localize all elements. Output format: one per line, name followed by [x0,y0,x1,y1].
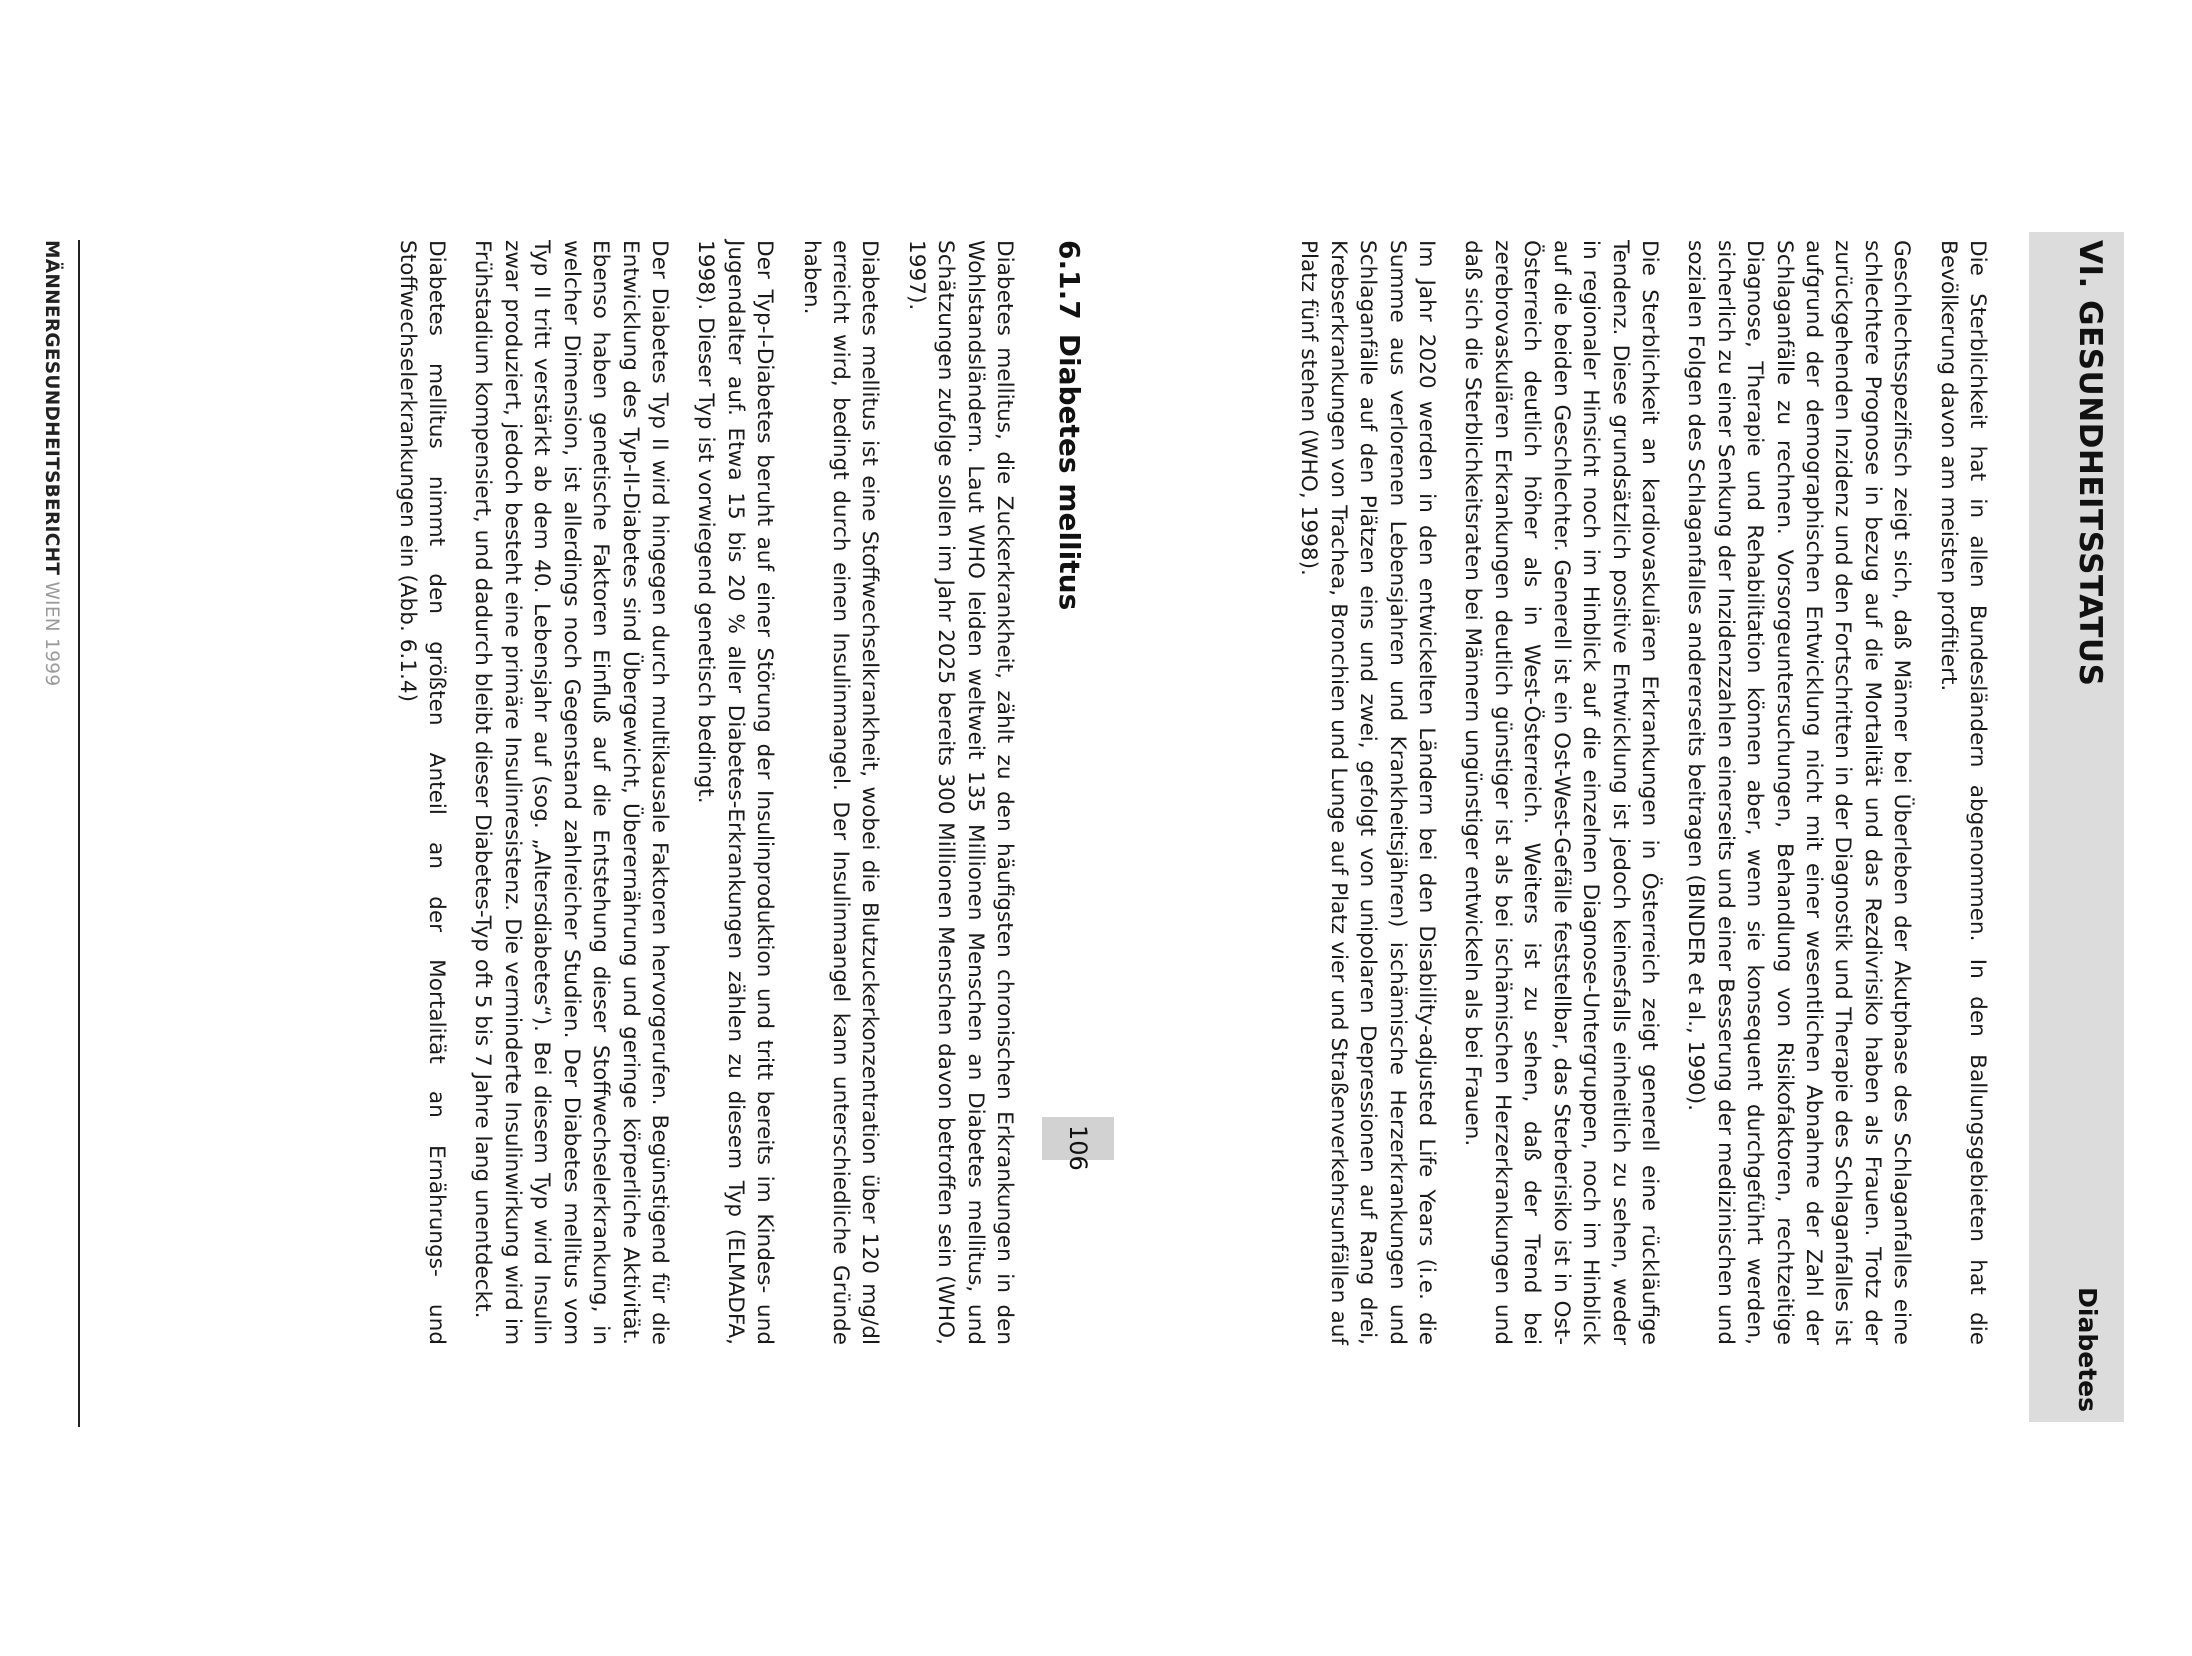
paragraph: Die Sterblichkeit hat in allen Bundesländern abgenommen. In den Ballungsgebieten hat die Bevölkerung davon am meisten profitiert. [1935,240,1990,1345]
section-heading [1053,240,1086,610]
top-text-block [1277,240,1992,1345]
section-text-block [375,240,1019,1345]
chapter-title: VI. GESUNDHEITSSTATUS [2072,240,2108,687]
paragraph: Diabetes mellitus nimmt den größten Anteil an der Mortalität an Ernährungs- und Stoffwechselerkrankungen ein (Abb. 6.1.4) [394,240,450,1345]
paragraph: Diabetes mellitus ist eine Stoffwechselkrankheit, wobei die Blutzuckerkonzentration über 120 mg/dl erreicht wird, bedingt durch einen Insulinmangel. Der Insulinmangel kann unterschiedliche Gründe haben. [798,240,883,1345]
section-number: 6.1.7 [1053,240,1086,320]
footer-report-name: MÄNNERGESUNDHEITSBERICHT [41,240,62,576]
section-title: Diabetes mellitus [1053,333,1086,611]
footer [41,240,62,686]
paragraph: Der Typ-I-Diabetes beruht auf einer Störung der Insulinproduktion und tritt bereits im Kindes- und Jugendalter auf. Etwa 15 bis 20 % aller Diabetes-Erkrankungen zählen zu diesem Typ (ELMADFA, 1998). Dieser Typ ist vorwiegend genetisch bedingt. [693,240,778,1345]
header-topic: Diabetes [2073,1287,2102,1412]
page-number: 106 [1064,1125,1092,1171]
footer-rule [78,240,80,1427]
paragraph: Die Sterblichkeit an kardiovaskulären Erkrankungen in Österreich zeigt generell eine rückläufige Tendenz. Diese grundsätzlich positive Entwicklung ist jedoch keinesfalls einheitlich zu sehen, weder in regionaler Hinsicht noch im Hinblick auf die einzelnen Diagnose-Untergruppen, noch im Hinblick auf die beiden Geschlechter. Generell ist ein Ost-West-Gefälle feststellbar, das Sterberisiko ist in Ost-Österreich deutlich höher als in West-Österreich. Weiters ist zu sehen, daß der Trend bei zerebrovaskulären Erkrankungen deutlich günstiger ist als bei ischämischen Herzerkrankungen und daß sich die Sterblichkeitsraten bei Männern ungünstiger entwickeln als bei Frauen. [1460,240,1662,1345]
paragraph: Der Diabetes Typ II wird hingegen durch multikausale Faktoren hervorgerufen. Begünstigend für die Entwicklung des Typ-II-Diabetes sind Übergewicht, Überernährung und geringe körperliche Aktivität. Ebenso haben genetische Faktoren Einfluß auf die Entstehung dieser Stoffwechselerkrankung, in welcher Dimension, ist allerdings noch Gegenstand zahlreicher Studien. Der Diabetes mellitus vom Typ II tritt verstärkt ab dem 40. Lebensjahr auf (sog. „Altersdiabetes“). Bei diesem Typ wird Insulin zwar produziert, jedoch besteht eine primäre Insulinresistenz. Die verminderte Insulinwirkung wird im Frühstadium kompensiert, und dadurch bleibt dieser Diabetes-Typ oft 5 bis 7 Jahre lang unentdeckt. [470,240,672,1345]
paragraph: Diabetes mellitus, die Zuckerkrankheit, zählt zu den häufigsten chronischen Erkrankungen in den Wohlstandsländern. Laut WHO leiden weltweit 135 Millionen Menschen an Diabetes mellitus, und Schätzungen zufolge sollen im Jahr 2025 bereits 300 Millionen Menschen davon betroffen sein (WHO, 1997). [903,240,1017,1345]
paragraph: Im Jahr 2020 werden in den entwickelten Ländern bei den Disability-adjusted Life Years (i.e. die Summe aus verlorenen Lebensjahren und Krankheitsjähren) ischämische Herzerkrankungen und Schlaganfälle auf den Plätzen eins und zwei, gefolgt von unipolaren Depressionen auf Rang drei, Krebserkrankungen von Trachea, Bronchien und Lunge auf Platz vier und Straßenverkehrsunfällen auf Platz fünf stehen (WHO, 1998). [1296,240,1440,1345]
footer-city-year: WIEN 1999 [41,581,62,687]
paragraph: Geschlechtsspezifisch zeigt sich, daß Männer bei Überleben der Akutphase des Schlaganfalles eine schlechtere Prognose in bezug auf die Mortalität und das Rezdivrisiko haben als Frauen. Trotz der zurückgehenden Inzidenz und den Fortschritten in der Diagnostik und Therapie des Schlaganfalles ist aufgrund der demographischen Entwicklung nicht mit einer wesentlichen Abnahme der Zahl der Schlaganfälle zu rechnen. Vorsorgeuntersuchungen, Behandlung von Risikofaktoren, rechtzeitige Diagnose, Therapie und Rehabilitation können aber, wenn sie konsequent durchgeführt werden, sicherlich zu einer Senkung der Inzidenzzahlen einerseits und einer Besserung der medizinischen und sozialen Folgen des Schlaganfalles andererseits beitragen (BINDER et al., 1990). [1683,240,1915,1345]
